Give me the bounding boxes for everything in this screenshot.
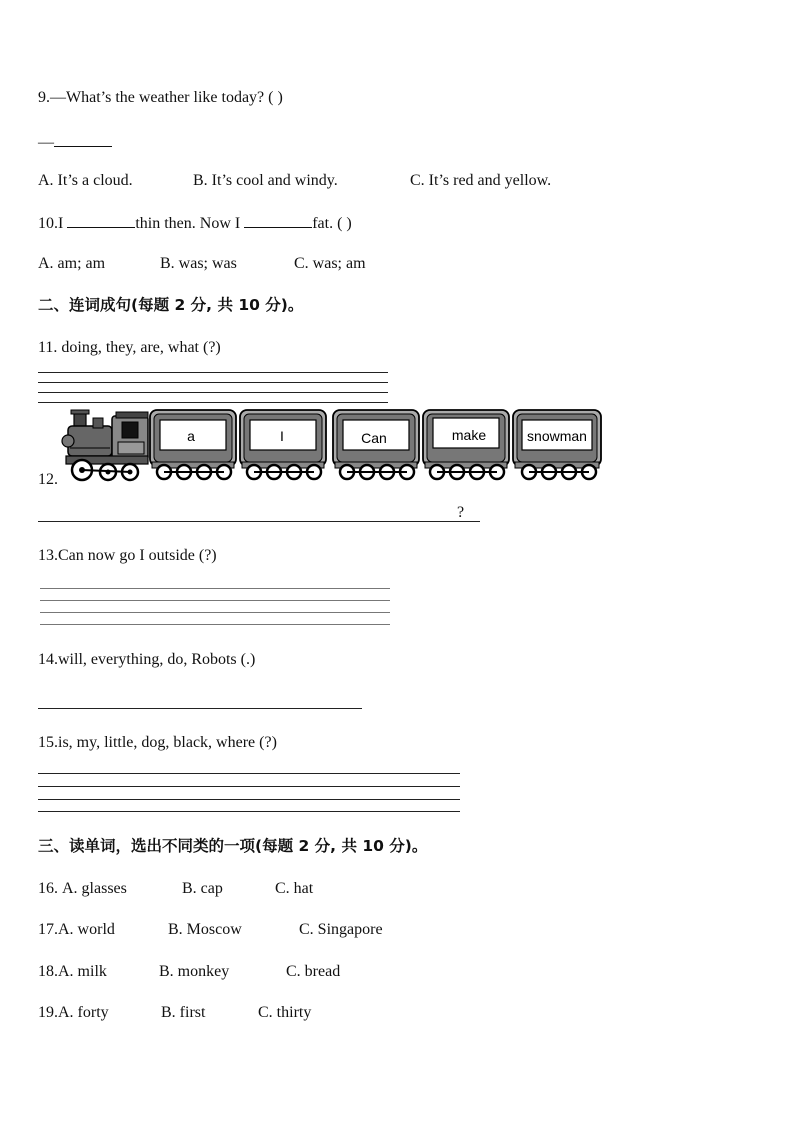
q15-rule-4[interactable] <box>38 811 460 812</box>
train-word-2: I <box>280 428 284 444</box>
q14-answer-rule[interactable] <box>38 708 362 709</box>
q9-options <box>38 171 551 191</box>
q9-option-b[interactable]: B. It’s cool and windy. <box>193 172 338 189</box>
q13-rule-3[interactable] <box>40 612 390 613</box>
q12-end-mark: ? <box>457 504 465 521</box>
q16-option-b[interactable]: B. cap <box>182 880 223 897</box>
q16-option-a[interactable]: A. glasses <box>62 880 127 897</box>
q17-row <box>38 920 383 940</box>
q10-option-c[interactable]: C. was; am <box>294 255 366 272</box>
q10-option-b[interactable]: B. was; was <box>160 255 237 272</box>
q11-rule-4[interactable] <box>38 402 388 403</box>
q9-answer-line <box>38 132 112 153</box>
q17-option-a[interactable]: A. world <box>58 921 115 938</box>
q18-number: 18. <box>38 963 58 980</box>
q19-option-b[interactable]: B. first <box>161 1004 206 1021</box>
q13-rule-4[interactable] <box>40 624 390 625</box>
q10-part3: fat. ( ) <box>312 215 352 232</box>
q9-stem: 9.—What’s the weather like today? ( ) <box>38 89 283 106</box>
q10-blank-2[interactable] <box>244 213 312 228</box>
q9-option-c[interactable]: C. It’s red and yellow. <box>410 172 552 189</box>
q10-part2: thin then. Now I <box>135 215 245 232</box>
q19-option-c[interactable]: C. thirty <box>258 1004 312 1021</box>
train-word-5: snowman <box>527 428 587 444</box>
q11-rule-1[interactable] <box>38 372 388 373</box>
q10-blank-1[interactable] <box>67 213 135 228</box>
train-word-4: make <box>451 427 487 443</box>
q13-rule-2[interactable] <box>40 600 390 601</box>
q17-number: 17. <box>38 921 58 938</box>
q19-option-a[interactable]: A. forty <box>58 1004 109 1021</box>
q11-words: 11. doing, they, are, what (?) <box>38 339 221 356</box>
q15-words: 15.is, my, little, dog, black, where (?) <box>38 734 277 751</box>
train-car-2 <box>240 410 326 479</box>
section3-heading: 三、读单词，选出不同类的一项(每题 2 分, 共 10 分)。 <box>38 837 428 855</box>
train-word-1: a <box>187 428 195 444</box>
q16-option-c[interactable]: C. hat <box>275 880 314 897</box>
train-car-5 <box>513 410 601 479</box>
q9-dash: — <box>38 134 54 151</box>
q19-number: 19. <box>38 1004 58 1021</box>
q12-number: 12. <box>38 471 58 488</box>
q18-option-c[interactable]: C. bread <box>286 963 341 980</box>
q17-option-c[interactable]: C. Singapore <box>299 921 383 938</box>
q14-words: 14.will, everything, do, Robots (.) <box>38 651 256 668</box>
q12-answer-rule[interactable] <box>38 521 480 522</box>
q9-option-a[interactable]: A. It’s a cloud. <box>38 172 133 189</box>
q10-stem <box>38 213 352 234</box>
q13-rule-1[interactable] <box>40 588 390 589</box>
q16-number: 16. <box>38 880 58 897</box>
q18-row <box>38 962 340 982</box>
q15-rule-3[interactable] <box>38 799 460 800</box>
q10-option-a[interactable]: A. am; am <box>38 255 106 272</box>
q17-option-b[interactable]: B. Moscow <box>168 921 242 938</box>
q10-options <box>38 254 366 274</box>
train-car-1 <box>150 410 236 479</box>
q9-blank[interactable] <box>54 132 112 147</box>
q13-words: 13.Can now go I outside (?) <box>38 547 217 564</box>
train-illustration <box>60 408 605 488</box>
q11-rule-2[interactable] <box>38 382 388 383</box>
q19-row <box>38 1003 311 1023</box>
q16-row <box>38 879 313 899</box>
train-car-4 <box>423 410 509 479</box>
section2-heading: 二、连词成句(每题 2 分, 共 10 分)。 <box>38 296 304 314</box>
q18-option-a[interactable]: A. milk <box>58 963 107 980</box>
q10-part1: 10.I <box>38 215 68 232</box>
train-word-3: Can <box>361 430 387 446</box>
q11-rule-3[interactable] <box>38 392 388 393</box>
locomotive-icon <box>62 410 148 480</box>
q18-option-b[interactable]: B. monkey <box>159 963 230 980</box>
q15-rule-1[interactable] <box>38 773 460 774</box>
train-car-3 <box>333 410 419 479</box>
q15-rule-2[interactable] <box>38 786 460 787</box>
